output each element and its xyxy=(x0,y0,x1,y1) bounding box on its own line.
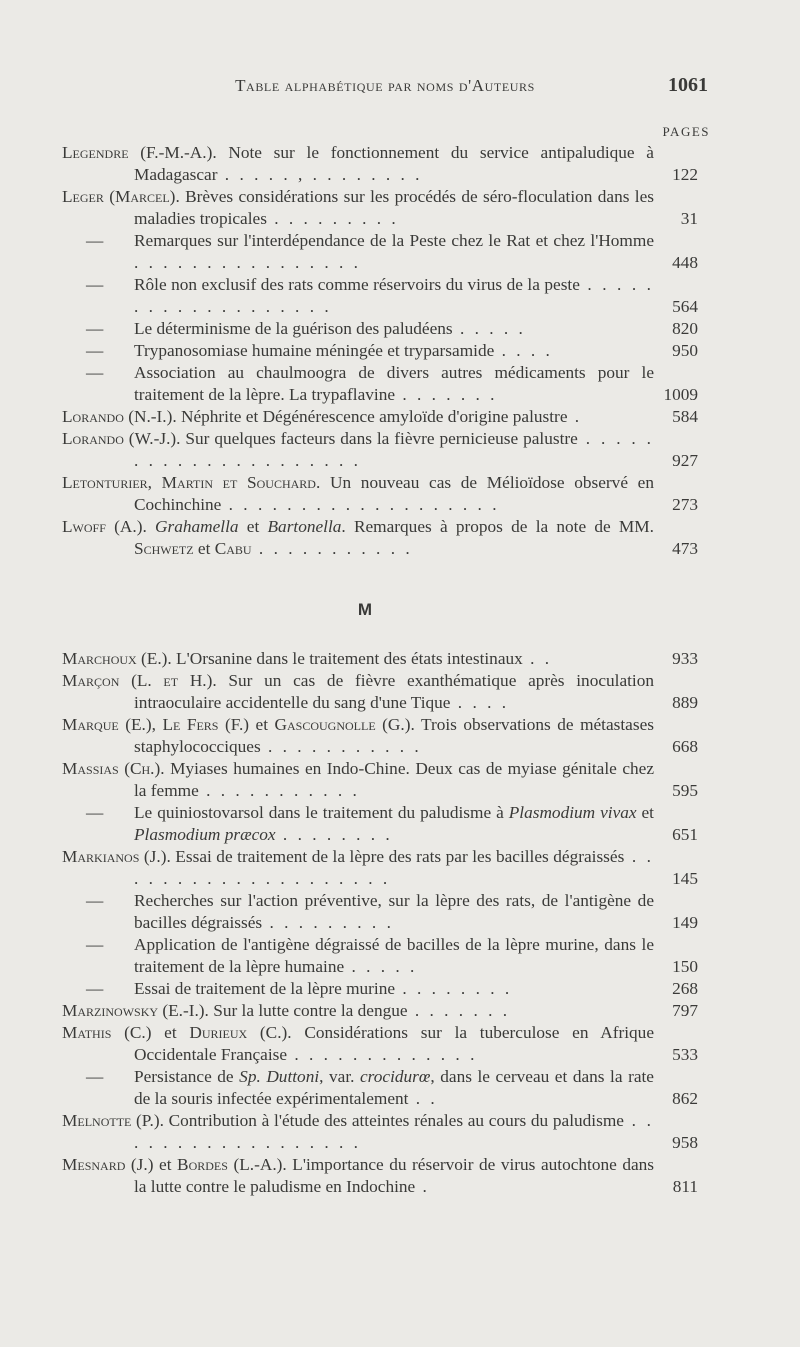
entry-dash: — xyxy=(86,275,104,294)
entry-title: et xyxy=(636,803,654,822)
entry-dash: — xyxy=(86,803,104,822)
entry-author: Lorando (N.-I.). xyxy=(62,407,177,426)
entry-title: (L.-A.). L'importance du réservoir de virus autochtone dans la lutte contre le paludisme en Indochine xyxy=(134,1155,654,1196)
leader-dots: . . . . . . . xyxy=(395,385,498,404)
index-entry xyxy=(62,428,698,472)
entry-author: Lorando (W.-J.). xyxy=(62,429,181,448)
page-reference: 933 xyxy=(672,649,698,668)
page-reference: 1009 xyxy=(663,385,698,404)
entry-title: et xyxy=(153,1155,178,1174)
page-reference: 820 xyxy=(672,319,698,338)
index-entry xyxy=(62,1154,698,1198)
entry-author: Marchoux (E.). xyxy=(62,649,172,668)
leader-dots: . . . . . , . . . . . . . . xyxy=(217,165,423,184)
entry-title: (F.) et xyxy=(218,715,275,734)
page-reference: 268 xyxy=(672,979,698,998)
page-reference: 668 xyxy=(672,737,698,756)
page-reference: 150 xyxy=(672,957,698,976)
index-entry xyxy=(62,1022,698,1066)
index-subentry xyxy=(62,934,698,978)
leader-dots: . . xyxy=(522,649,553,668)
entry-dash: — xyxy=(86,935,104,954)
entry-title: Sur un cas de fièvre exanthématique après inoculation intraoculaire accidentelle du sang d'une Tique xyxy=(134,671,655,712)
entry-title: L'Orsanine dans le traitement des états intestinaux xyxy=(171,649,523,668)
entry-author: Marzinowsky (E.-I.). xyxy=(62,1001,209,1020)
entry-title: Remarques sur l'interdépendance de la Peste chez le Rat et chez l'Homme xyxy=(134,231,654,250)
entry-coauthor: Durieux xyxy=(189,1023,248,1042)
page-reference: 533 xyxy=(672,1045,698,1064)
index-subentry xyxy=(62,362,698,406)
index-subentry xyxy=(62,890,698,934)
entry-title-italic: Grahamella xyxy=(155,517,239,536)
entry-title-italic: Sp. Duttoni xyxy=(239,1067,320,1086)
leader-dots: . . . . . . . . . . . xyxy=(198,781,360,800)
index-entry xyxy=(62,406,698,428)
index-entry xyxy=(62,1110,698,1154)
page-reference: 31 xyxy=(680,209,698,228)
entry-author: Marçon (L. et H.). xyxy=(62,671,217,690)
page-reference: 950 xyxy=(672,341,698,360)
page-number: 1061 xyxy=(668,74,708,96)
entry-author: Legendre (F.-M.-A.). xyxy=(62,143,217,162)
entry-title: Essai de traitement de la lèpre murine xyxy=(134,979,396,998)
leader-dots: . xyxy=(567,407,583,426)
leader-dots: . . . . . . . . xyxy=(395,979,513,998)
section-l-entries xyxy=(62,142,698,560)
leader-dots: . . . . . . . . . . . . . . . . xyxy=(134,253,361,272)
leader-dots: . . . . . xyxy=(452,319,526,338)
entry-title: Le quiniostovarsol dans le traitement du paludisme à xyxy=(134,803,509,822)
leader-dots: . . . . . . . . . . . . . . . . . . . . xyxy=(134,847,655,888)
entry-title: Sur quelques facteurs dans la fièvre pernicieuse palustre xyxy=(180,429,578,448)
index-entry xyxy=(62,714,698,758)
index-content xyxy=(62,142,698,1198)
page-reference: 595 xyxy=(672,781,698,800)
index-entry xyxy=(62,670,698,714)
index-entry xyxy=(62,142,698,186)
entry-title: (C.). Considérations sur la tuberculose en Afrique Occidentale Française xyxy=(134,1023,654,1064)
entry-author: Melnotte (P.). xyxy=(62,1111,164,1130)
leader-dots: . . . . . . . . . . . . . . . . . . xyxy=(134,1111,654,1152)
entry-title: , var. xyxy=(319,1067,360,1086)
section-m-entries xyxy=(62,648,698,1198)
leader-dots: . . . . . xyxy=(344,957,418,976)
leader-dots: . . . . . . . . . . . xyxy=(251,539,413,558)
section-letter-m: M xyxy=(357,600,373,619)
pages-column-label: PAGES xyxy=(662,124,710,139)
page-reference: 651 xyxy=(672,825,698,844)
entry-dash: — xyxy=(86,231,104,250)
entry-title-italic: Bartonella xyxy=(267,517,342,536)
entry-author: Lwoff (A.). xyxy=(62,517,147,536)
index-entry xyxy=(62,516,698,560)
entry-author: Massias (Ch.). xyxy=(62,759,165,778)
entry-title: et xyxy=(151,1023,190,1042)
entry-title-italic: Plasmodium præcox xyxy=(134,825,276,844)
index-subentry xyxy=(62,318,698,340)
entry-title: Brèves considérations sur les procédés de séro-floculation dans les maladies tropicales xyxy=(134,187,654,228)
entry-title-italic: crocidurœ xyxy=(360,1067,431,1086)
leader-dots: . . . . . . . xyxy=(407,1001,511,1020)
entry-title: Note sur le fonctionnement du service antipaludique à Madagascar xyxy=(134,143,654,184)
entry-title: , dans le cerveau et dans la rate de la souris infectée expérimentalement xyxy=(134,1067,654,1108)
leader-dots: . . . . xyxy=(494,341,553,360)
page-reference: 889 xyxy=(672,693,698,712)
index-entry xyxy=(62,648,698,670)
index-subentry xyxy=(62,340,698,362)
entry-dash: — xyxy=(86,1067,104,1086)
index-entry xyxy=(62,472,698,516)
entry-title: Trypanosomiase humaine méningée et tryparsamide xyxy=(134,341,495,360)
page-reference: 273 xyxy=(672,495,698,514)
entry-dash: — xyxy=(86,319,104,338)
entry-author: Mesnard (J.) xyxy=(62,1155,154,1174)
page-reference: 448 xyxy=(672,253,698,272)
leader-dots: . xyxy=(415,1177,430,1196)
entry-title: Essai de traitement de la lèpre des rats par les bacilles dégraissés xyxy=(170,847,625,866)
page-reference: 149 xyxy=(672,913,698,932)
entry-title: et xyxy=(238,517,268,536)
page-reference: 584 xyxy=(672,407,698,426)
index-subentry xyxy=(62,230,698,274)
index-subentry xyxy=(62,1066,698,1110)
entry-coauthor: Le Fers xyxy=(162,715,219,734)
entry-coauthor: Gascougnolle xyxy=(274,715,376,734)
entry-title: (G.). Trois observations de métastases staphylococciques xyxy=(134,715,654,756)
entry-title: Un nouveau cas de Mélioïdose observé en Cochinchine xyxy=(134,473,654,514)
page-reference: 564 xyxy=(672,297,698,316)
page-reference: 927 xyxy=(672,451,698,470)
leader-dots: . . . . . . . . xyxy=(275,825,393,844)
leader-dots: . . . . . . . . . . . xyxy=(260,737,422,756)
entry-title xyxy=(147,517,155,536)
entry-title: et xyxy=(193,539,215,558)
entry-title: Myiases humaines en Indo-Chine. Deux cas de myiase génitale chez la femme xyxy=(134,759,654,800)
page-reference: 797 xyxy=(672,1001,698,1020)
leader-dots: . . . . . . . . . xyxy=(262,913,394,932)
leader-dots: . . . . . . . . . . . . . . . . . . . xyxy=(134,275,654,316)
index-subentry xyxy=(62,802,698,846)
index-entry xyxy=(62,186,698,230)
leader-dots: . . . . . . . . . xyxy=(266,209,399,228)
entry-coauthor: Bordes xyxy=(177,1155,228,1174)
entry-author: Leger (Marcel). xyxy=(62,187,180,206)
entry-author: Marque (E.), xyxy=(62,715,156,734)
entry-title: Le déterminisme de la guérison des paludéens xyxy=(134,319,453,338)
entry-author: Letonturier, Martin et Souchard. xyxy=(62,473,321,492)
entry-title: Sur la lutte contre la dengue xyxy=(208,1001,408,1020)
entry-dash: — xyxy=(86,363,104,382)
entry-dash: — xyxy=(86,891,104,910)
leader-dots: . . . . xyxy=(450,693,510,712)
index-entry xyxy=(62,758,698,802)
running-head: Table alphabétique par noms d'Auteurs xyxy=(235,76,535,95)
leader-dots: . . . . . . . . . . . . . . . . . . . xyxy=(221,495,500,514)
entry-coauthor: Cabu xyxy=(214,539,252,558)
page-reference: 473 xyxy=(672,539,698,558)
leader-dots: . . xyxy=(408,1089,438,1108)
index-subentry xyxy=(62,978,698,1000)
entry-coauthor: Schwetz xyxy=(134,539,194,558)
entry-author: Mathis (C.) xyxy=(62,1023,152,1042)
index-entry xyxy=(62,846,698,890)
index-entry xyxy=(62,1000,698,1022)
entry-dash: — xyxy=(86,979,104,998)
page-reference: 145 xyxy=(672,869,698,888)
entry-title: Association au chaulmoogra de divers autres médicaments pour le traitement de la lèpre. La trypaflavine xyxy=(134,363,654,404)
entry-title: Application de l'antigène dégraissé de bacilles de la lèpre murine, dans le traitement de la lèpre humaine xyxy=(134,935,654,976)
entry-title: Contribution à l'étude des atteintes rénales au cours du paludisme xyxy=(163,1111,624,1130)
entry-title: Persistance de xyxy=(134,1067,240,1086)
entry-title: Rôle non exclusif des rats comme réservoirs du virus de la peste xyxy=(134,275,580,294)
entry-dash: — xyxy=(86,341,104,360)
page-reference: 958 xyxy=(672,1133,698,1152)
entry-title: Néphrite et Dégénérescence amyloïde d'origine palustre xyxy=(176,407,568,426)
page-reference: 122 xyxy=(672,165,698,184)
leader-dots: . . . . . . . . . . . . . xyxy=(287,1045,478,1064)
page-reference: 811 xyxy=(672,1177,698,1196)
entry-title: . Remarques à propos de la note de MM. xyxy=(341,517,654,536)
entry-title: Recherches sur l'action préventive, sur la lèpre des rats, de l'antigène de bacilles dégraissés xyxy=(134,891,654,932)
leader-dots: . . . . . . . . . . . . . . . . . . . . . xyxy=(134,429,654,470)
entry-author: Markianos (J.). xyxy=(62,847,171,866)
index-subentry xyxy=(62,274,698,318)
entry-title-italic: Plasmodium vivax xyxy=(508,803,637,822)
page-reference: 862 xyxy=(672,1089,698,1108)
